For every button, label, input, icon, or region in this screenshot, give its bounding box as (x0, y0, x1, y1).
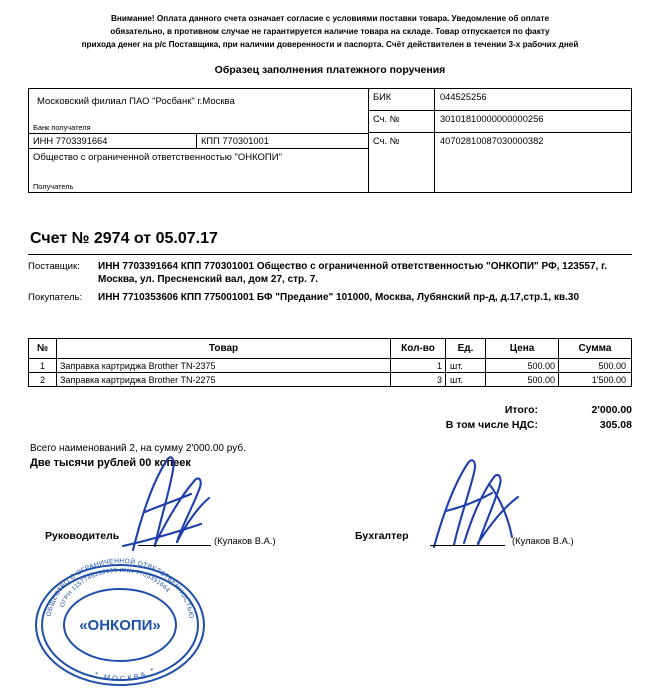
row-unit: шт. (446, 359, 486, 373)
inn-kpp-row (29, 133, 368, 148)
director-name: (Кулаков В.А.) (214, 535, 276, 546)
header-num: № (29, 339, 57, 359)
correspondent-account-row (369, 111, 631, 133)
warning-line-2: обязательно, в противном случае не гарантируется наличие товара на складе. Товар отпускается по факту (110, 27, 550, 36)
summary-block (30, 443, 246, 469)
inn-cell: ИНН 7703391664 (29, 134, 197, 148)
row-price: 500.00 (486, 373, 559, 387)
buyer-label: Покупатель: (28, 292, 83, 303)
row-qty: 1 (391, 359, 446, 373)
warning-line-1: Внимание! Оплата данного счета означает согласие с условиями поставки товара. Уведомление об оплате (110, 14, 550, 23)
payment-order-left-column (29, 89, 369, 192)
header-price: Цена (486, 339, 559, 359)
account-2-label: Сч. № (369, 133, 435, 192)
buyer-row (28, 291, 632, 304)
vat-row (380, 419, 632, 431)
svg-text:* МОСКВА * (94, 665, 158, 683)
sample-title: Образец заполнения платежного поручения (214, 64, 446, 76)
stamp-center-text: «ОНКОПИ» (79, 617, 161, 634)
parties-block (28, 260, 632, 309)
row-unit: шт. (446, 373, 486, 387)
buyer-value: ИНН 7710353606 КПП 775001001 БФ "Предание" 101000, Москва, Лубянский пр-д, д.17,стр.1, кв.30 (98, 292, 580, 303)
table-row (29, 373, 632, 387)
warning-line-3: прихода денег на р/с Поставщика, при наличии доверенности и паспорта. Счёт действителен в течении 3-х рабочих дней (81, 40, 579, 49)
total-value: 2'000.00 (591, 404, 632, 416)
supplier-label: Поставщик: (28, 261, 80, 272)
goods-table (28, 338, 632, 387)
account-1-value: 30101810000000000256 (440, 114, 544, 124)
account-1-label: Сч. № (369, 111, 435, 132)
row-name: Заправка картриджа Brother TN-2375 (57, 359, 391, 373)
summary-line-1: Всего наименований 2, на сумму 2'000.00 руб. (30, 443, 246, 454)
row-name: Заправка картриджа Brother TN-2275 (57, 373, 391, 387)
company-stamp (18, 555, 222, 687)
header-name: Товар (57, 339, 391, 359)
director-signature-line (138, 545, 211, 546)
row-price: 500.00 (486, 359, 559, 373)
account-2-value: 40702810087030000382 (440, 136, 544, 146)
header-sum: Сумма (559, 339, 632, 359)
header-qty: Кол-во (391, 339, 446, 359)
bik-value: 044525256 (440, 92, 487, 102)
bank-name-value: Московский филиал ПАО "Росбанк" г.Москва (37, 96, 235, 107)
warning-notice (30, 12, 630, 51)
recipient-cell (29, 148, 368, 192)
stamp-ring-text: ОГРН 1157746289106 ИНН 7703391664 (58, 566, 172, 609)
summary-line-2: Две тысячи рублей 00 копеек (30, 457, 191, 469)
vat-value: 305.08 (599, 419, 632, 431)
kpp-cell: КПП 770301001 (201, 136, 269, 146)
payment-order-table (28, 88, 632, 193)
page-title: Счет № 2974 от 05.07.17 (30, 230, 218, 247)
row-num: 2 (29, 373, 57, 387)
bank-name-cell (29, 89, 368, 133)
row-num: 1 (29, 359, 57, 373)
row-sum: 500.00 (559, 359, 632, 373)
header-unit: Ед. (446, 339, 486, 359)
totals-block (380, 404, 632, 434)
recipient-label: Получатель (33, 182, 74, 191)
total-label: Итого: (504, 404, 538, 416)
bank-name-label: Банк получателя (33, 123, 91, 132)
title-divider (28, 254, 632, 255)
bik-row (369, 89, 631, 111)
goods-table-header-row (29, 339, 632, 359)
total-row (380, 404, 632, 416)
accountant-name: (Кулаков В.А.) (512, 535, 574, 546)
stamp-bottom-arc-text: * МОСКВА * (93, 664, 158, 684)
stamp-top-arc-text: ОБЩЕСТВО С ОГРАНИЧЕННОЙ ОТВЕТСТВЕННОСТЬЮ (45, 557, 195, 620)
director-label: Руководитель (45, 530, 120, 542)
settlement-account-row (369, 133, 631, 192)
row-sum: 1'500.00 (559, 373, 632, 387)
row-qty: 3 (391, 373, 446, 387)
recipient-name-value: Общество с ограниченной ответственностью "ОНКОПИ" (33, 152, 282, 163)
payment-order-right-column (369, 89, 631, 192)
vat-label: В том числе НДС: (445, 419, 538, 431)
accountant-signature-line (430, 545, 505, 546)
supplier-value: ИНН 7703391664 КПП 770301001 Общество с ограниченной ответственностью "ОНКОПИ" РФ, 123557, г. Москва, ул. Пресненский вал, дом 27, стр. 7. (98, 261, 608, 285)
table-row (29, 359, 632, 373)
supplier-row (28, 260, 632, 286)
bik-label: БИК (369, 89, 435, 110)
accountant-label: Бухгалтер (355, 530, 409, 542)
